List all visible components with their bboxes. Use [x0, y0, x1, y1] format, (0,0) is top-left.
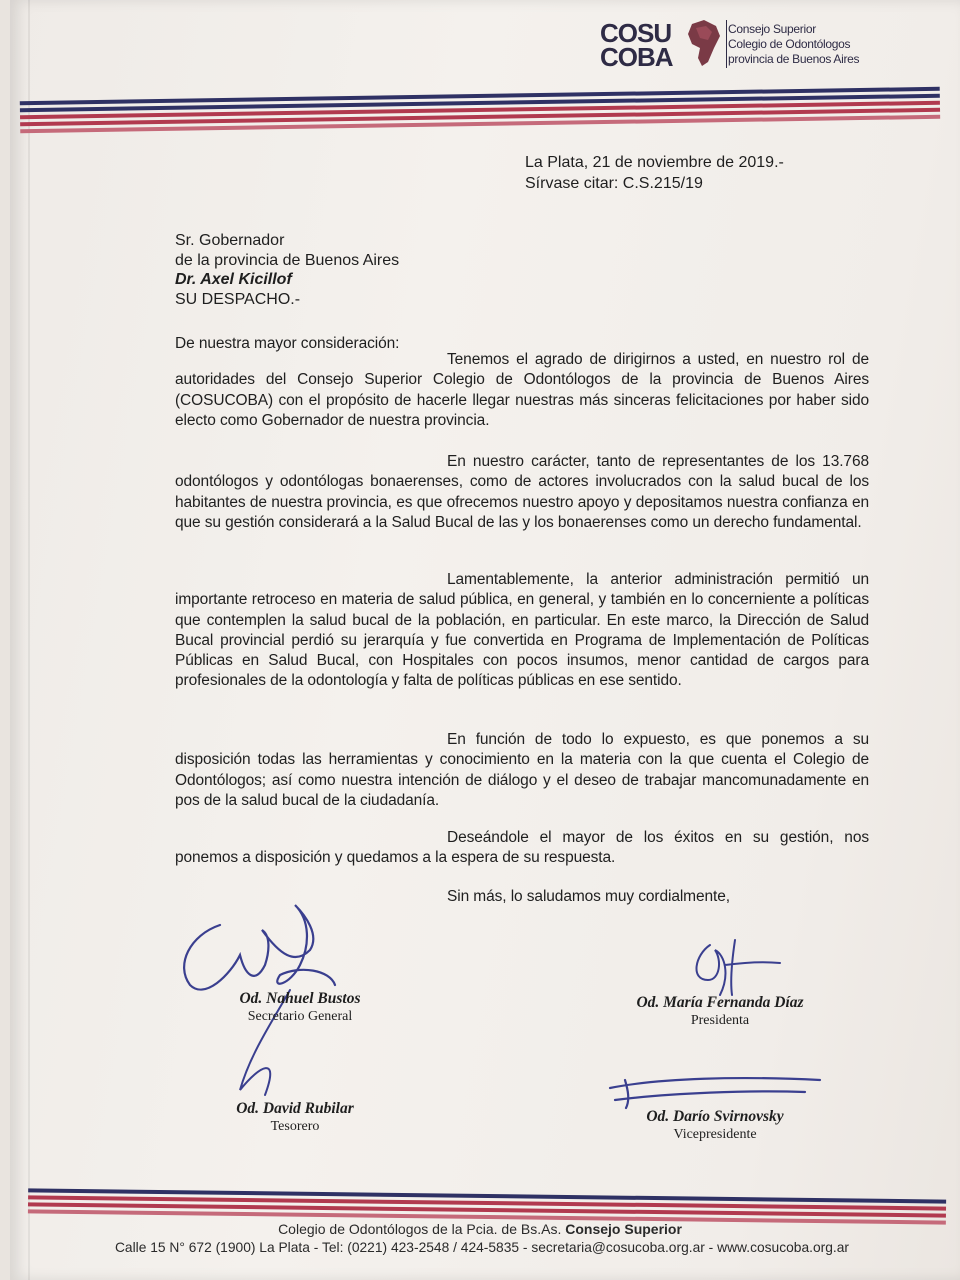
signatory-svirnovsky: [590, 1108, 840, 1144]
cosucoba-logo: [600, 18, 880, 72]
date-block: [525, 152, 784, 194]
signatory-diaz: [590, 994, 850, 1030]
paragraph-1-text: Tenemos el agrado de dirigirnos a usted, en nuestro rol de autoridades del Consejo Superior Colegio de Odontólogos de la provincia de Buenos Aires (COSUCOBA) con el propósito de hacerle llegar nuestras más sinceras felicitaciones por haber sido electo como Gobernador de nuestra provincia.: [175, 351, 869, 429]
signature-diaz-icon: [680, 925, 790, 1005]
footer-org: [0, 1221, 960, 1238]
paragraph-2-text: En nuestro carácter, tanto de representantes de los 13.768 odontólogos y odontólogas bonaerenses, como de actores involucrados con la salud bucal de los habitantes de nuestra provincia, es que ofrecemos nuestro apoyo y depositamos nuestra confianza en que su gestión considerará a la Salud Bucal de las y los bonaerenses como un derecho fundamental.: [175, 453, 869, 531]
letter-reference: Sírvase citar: C.S.215/19: [525, 175, 703, 192]
paragraph-5-text: Deseándole el mayor de los éxitos en su gestión, nos ponemos a disposición y quedamos a la espera de su respuesta.: [175, 829, 869, 867]
footer-org-bold: Consejo Superior: [565, 1221, 682, 1237]
signatory-diaz-name: Od. María Fernanda Díaz: [636, 994, 804, 1011]
page-edge: [28, 0, 30, 1280]
signatory-bustos: [200, 990, 400, 1026]
signatory-svirnovsky-role: Vicepresidente: [673, 1127, 757, 1142]
logo-wordmark-top: COSU: [600, 18, 672, 48]
paragraph-5: [175, 828, 869, 869]
recipient-block: [175, 231, 399, 309]
paragraph-1: [175, 350, 869, 431]
salutation: De nuestra mayor consideración:: [175, 335, 400, 352]
logo-org-line-2: Colegio de Odontólogos: [728, 37, 851, 51]
recipient-title: Sr. Gobernador: [175, 232, 285, 249]
paragraph-4-text: En función de todo lo expuesto, es que ponemos a su disposición todas las herramientas y conocimiento en la materia con la que cuenta el Colegio de Odontólogos; así como nuestra intención de diálogo y el deseo de trabajar mancomunadamente en pos de la salud bucal de la ciudadanía.: [175, 731, 869, 809]
signatory-rubilar-name: Od. David Rubilar: [236, 1100, 354, 1117]
footer-org-name: Colegio de Odontólogos de la Pcia. de Bs.As.: [278, 1221, 566, 1237]
logo-divider: [726, 20, 727, 68]
logo-org-line-3: provincia de Buenos Aires: [728, 52, 860, 66]
signatory-diaz-role: Presidenta: [690, 1013, 750, 1028]
letter-date: La Plata, 21 de noviembre de 2019.-: [525, 154, 784, 171]
tooth-map-logo-icon: [684, 18, 722, 70]
signatory-bustos-role: Secretario General: [247, 1009, 353, 1024]
recipient-name: Dr. Axel Kicillof: [175, 271, 292, 288]
signatory-svirnovsky-name: Od. Darío Svirnovsky: [646, 1108, 784, 1125]
paragraph-4: [175, 730, 869, 811]
signatory-bustos-name: Od. Nahuel Bustos: [239, 990, 361, 1007]
signatory-rubilar-role: Tesorero: [270, 1119, 320, 1134]
recipient-province: de la provincia de Buenos Aires: [175, 251, 400, 269]
logo-org-name: [728, 22, 859, 67]
paragraph-3: [175, 570, 869, 692]
logo-wordmark-bottom: COBA: [600, 42, 673, 72]
paragraph-2: [175, 452, 869, 533]
paragraph-3-text: Lamentablemente, la anterior administración permitió un importante retroceso en materia de salud pública, en general, y también en lo concerniente a políticas que contemplen la salud bucal de la población, en particular. En este marco, la Dirección de Salud Bucal provincial perdió su jerarquía y fue convertida en Programa de Implementación de Políticas Públicas en Salud Bucal, con Hospitales con pocos insumos, menor cantidad de cargos para profesionales de la odontología y falta de políticas públicas en ese sentido.: [175, 571, 869, 690]
footer-contact: Calle 15 N° 672 (1900) La Plata - Tel: (0221) 423-2548 / 424-5835 - secretaria@cosucoba.org.ar - www.cosucoba.org.ar: [114, 1240, 850, 1255]
logo-org-line-1: Consejo Superior: [728, 22, 816, 36]
signatory-rubilar: [195, 1100, 395, 1136]
recipient-office: SU DESPACHO.-: [175, 290, 301, 308]
closing-text: Sin más, lo saludamos muy cordialmente,: [447, 888, 730, 905]
